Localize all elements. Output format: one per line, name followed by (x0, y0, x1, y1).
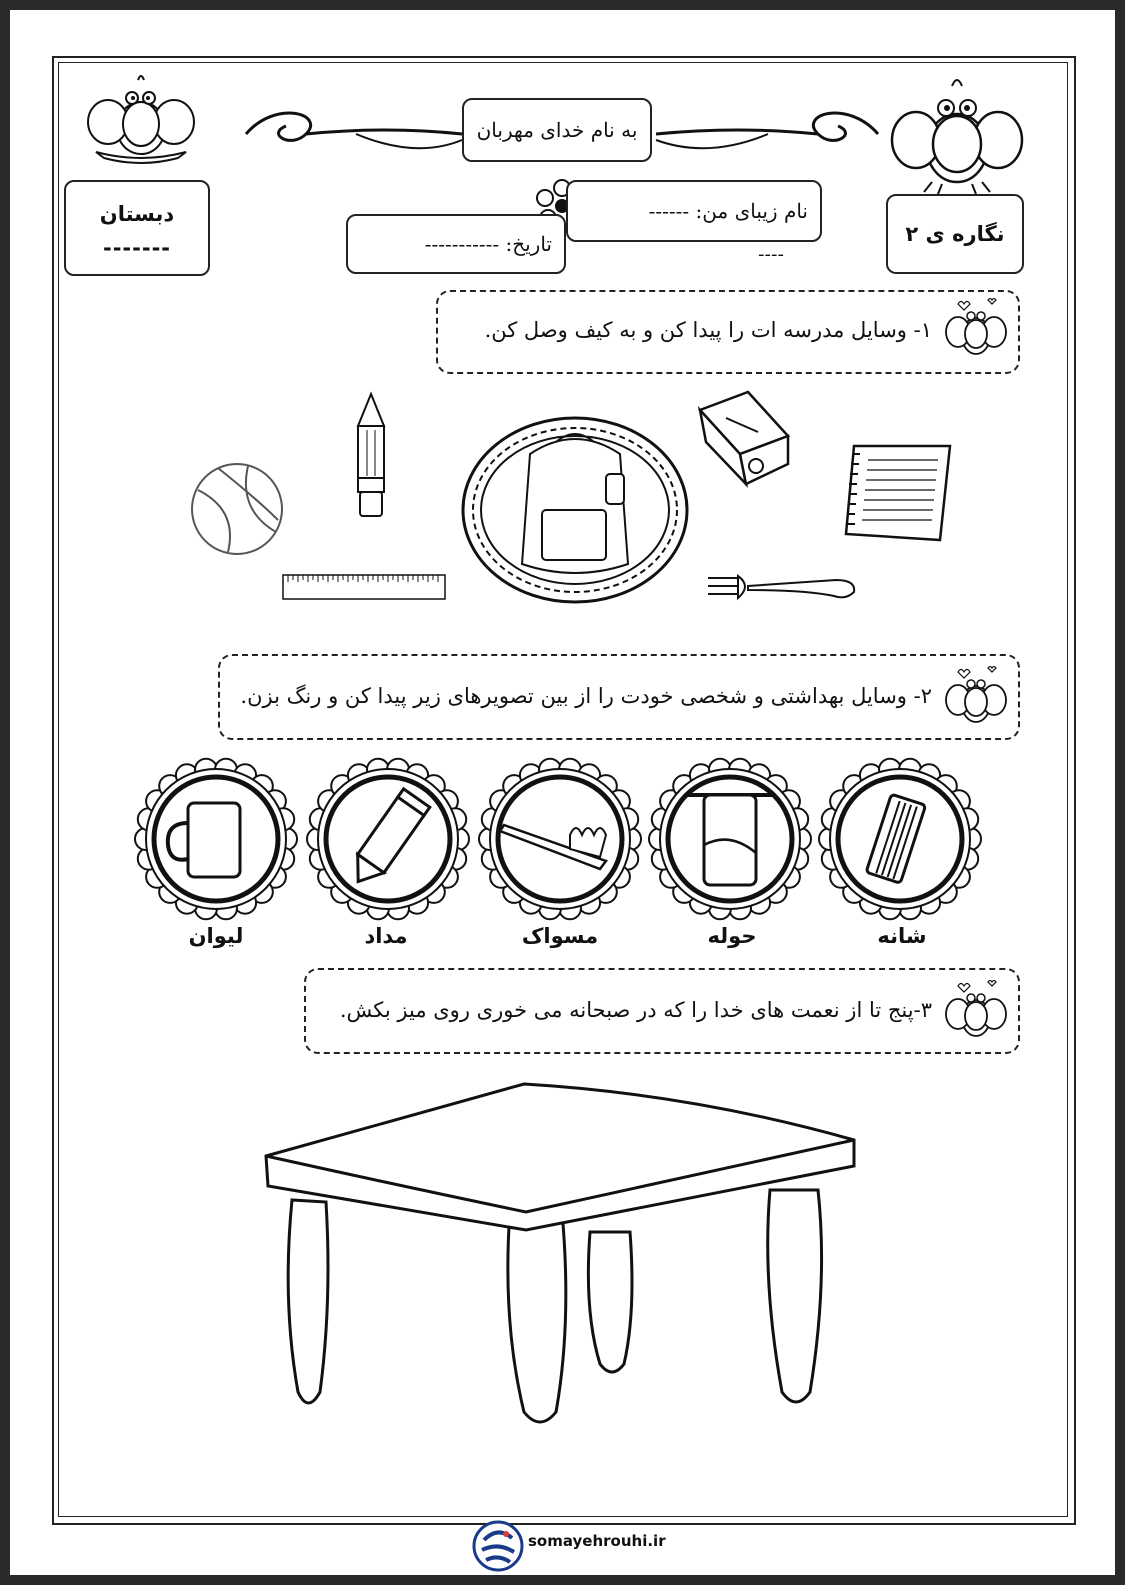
bird-small-icon (944, 664, 1008, 730)
bird-right-icon (892, 78, 1022, 196)
section-3-instruction (304, 968, 1020, 1054)
item-label-towel: حوله (707, 924, 757, 948)
item-label-cup: لیوان (188, 924, 244, 948)
name-label: نام زیبای من: ------ (648, 199, 808, 223)
bird-left-icon (86, 76, 196, 166)
site-logo (472, 1520, 524, 1572)
section-2-instruction (218, 654, 1020, 740)
item-label-pencil: مداد (364, 924, 408, 948)
section-1-text: ۱- وسایل مدرسه ات را پیدا کن و به کیف وصل کن. (484, 318, 932, 342)
lesson-box (886, 194, 1024, 274)
date-label: تاریخ: ----------- (424, 232, 552, 256)
section-1-instruction (436, 290, 1020, 374)
date-field[interactable] (346, 214, 566, 274)
comb-icon[interactable] (815, 754, 985, 924)
item-label-toothbrush: مسواک (521, 924, 599, 948)
bird-small-icon (944, 978, 1008, 1044)
notebook-icon (840, 440, 952, 544)
sharpener-icon (696, 388, 792, 490)
backpack-icon (460, 414, 690, 606)
section-2-text: ۲- وسایل بهداشتی و شخصی خودت را از بین تصویرهای زیر پیدا کن و رنگ بزن. (240, 684, 932, 708)
bismillah-box (462, 98, 652, 162)
ruler-icon (282, 574, 446, 602)
name-blank-extra: ---- (758, 244, 784, 265)
ball-icon (188, 460, 286, 558)
item-label-comb: شانه (877, 924, 927, 948)
table-drawing (262, 1082, 866, 1432)
fork-icon (706, 570, 858, 610)
school-box (64, 180, 210, 276)
cup-icon[interactable] (131, 754, 301, 924)
toothbrush-icon[interactable] (475, 754, 645, 924)
pencil-icon (356, 392, 386, 520)
section-3-text: ۳-پنج تا از نعمت های خدا را که در صبحانه می خوری روی میز بکش. (339, 998, 932, 1022)
lesson-label: نگاره ی ۲ (905, 222, 1005, 246)
school-label: دبستان (99, 202, 175, 226)
name-field[interactable] (566, 180, 822, 242)
towel-icon[interactable] (645, 754, 815, 924)
bismillah-text: به نام خدای مهربان (476, 118, 638, 142)
pencil-badge-icon[interactable] (303, 754, 473, 924)
bird-small-icon (944, 296, 1008, 362)
footer-site[interactable]: somayehrouhi.ir (528, 1532, 666, 1550)
school-blank: ------- (102, 236, 171, 260)
